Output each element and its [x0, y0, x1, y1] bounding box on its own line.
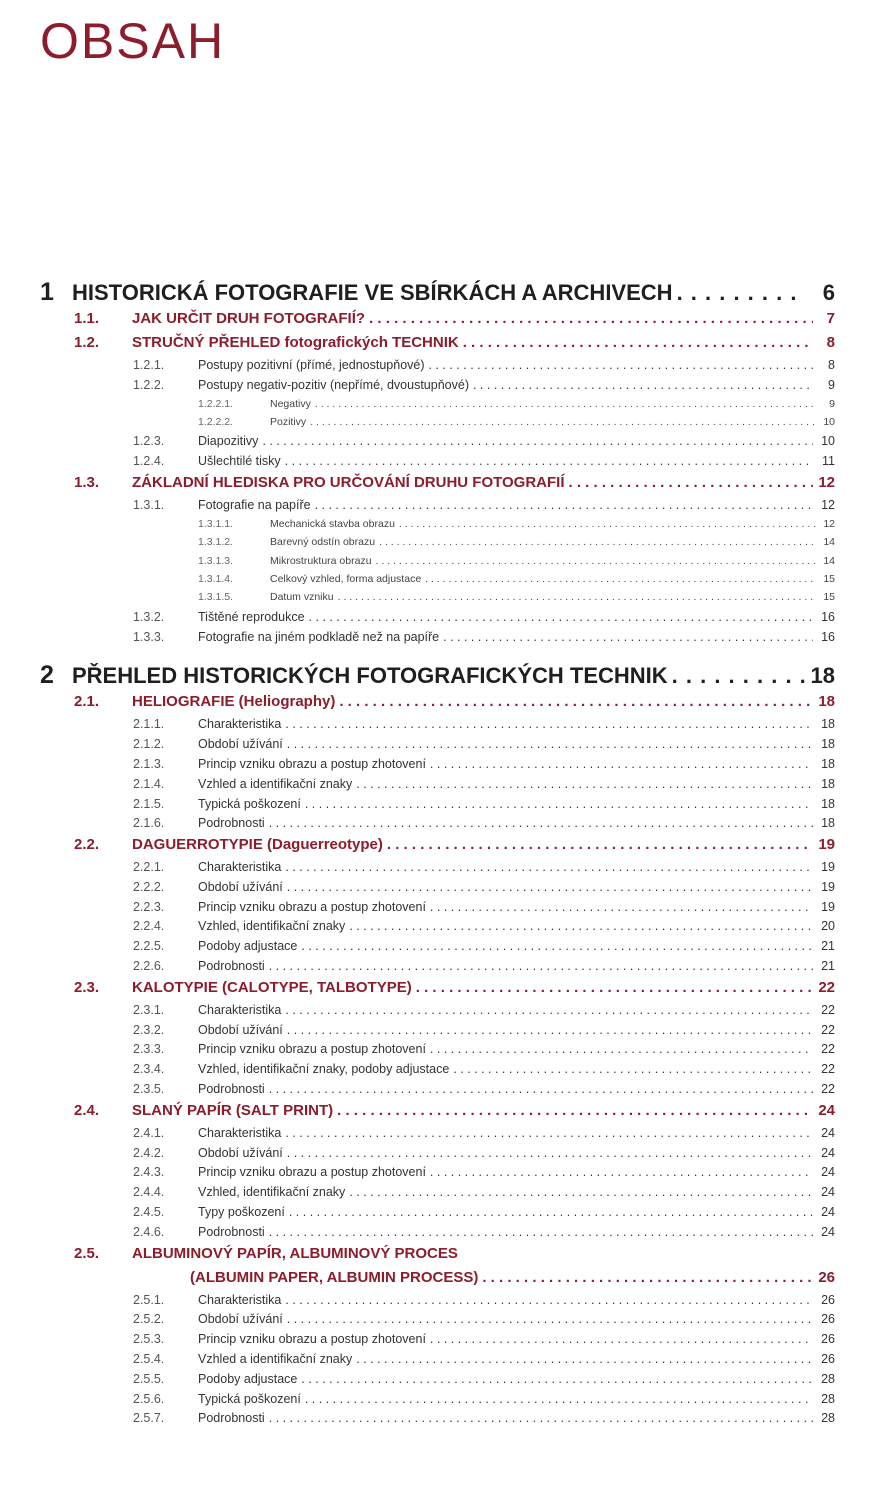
toc-entry-page: 19 [818, 836, 835, 854]
dot-leader [269, 959, 813, 973]
toc-entry-number: 2.3.5. [133, 1082, 165, 1097]
toc-entry-number: 2.3. [74, 978, 100, 996]
toc-entry-page: 28 [821, 1411, 835, 1426]
toc-entry-number: 2.1.3. [133, 756, 165, 771]
toc-entry-title: Charakteristika [198, 1002, 282, 1017]
dot-leader [430, 757, 813, 771]
toc-entry-number: 1.3.3. [133, 629, 165, 644]
toc-entry-title: Pozitivy [270, 415, 307, 428]
dot-leader [285, 1003, 813, 1017]
toc-entry-sub[interactable] [0, 1042, 869, 1062]
toc-entry-chapter[interactable] [0, 278, 869, 310]
dot-leader [287, 1146, 813, 1160]
toc-entry-number: 2.2.5. [133, 939, 165, 954]
toc-entry-sub[interactable] [0, 498, 869, 518]
toc-entry-sub[interactable] [0, 1023, 869, 1043]
toc-entry-page: 26 [821, 1312, 835, 1327]
toc-entry-number: 2.4.3. [133, 1165, 165, 1180]
toc-entry-number: 2.4.6. [133, 1224, 165, 1239]
dot-leader [285, 1293, 813, 1307]
toc-entry-title: Podrobnosti [198, 959, 265, 974]
dot-leader [301, 939, 813, 953]
toc-entry-sub[interactable] [0, 939, 869, 959]
toc-entry-page: 15 [823, 572, 835, 585]
dot-leader [285, 1126, 813, 1140]
toc-entry-page: 26 [818, 1268, 835, 1286]
dot-leader [287, 1312, 813, 1326]
toc-entry-page: 12 [823, 517, 835, 530]
toc-entry-page: 18 [821, 776, 835, 791]
toc-entry-number: 2.1.2. [133, 737, 165, 752]
toc-entry-subsub[interactable] [0, 591, 869, 609]
toc-entry-number: 1.2.2.2. [198, 415, 234, 428]
toc-entry-number: 1.3.1. [133, 497, 165, 512]
dot-leader [315, 398, 817, 410]
toc-entry-title: Princip vzniku obrazu a postup zhotovení [198, 756, 426, 771]
toc-entry-sub[interactable] [0, 737, 869, 757]
toc-entry-section[interactable] [0, 979, 869, 1003]
toc-entry-sub[interactable] [0, 717, 869, 737]
toc-entry-number: 2.4.5. [133, 1205, 165, 1220]
toc-entry-page: 10 [821, 434, 835, 449]
toc-entry-number: 1.3.1.2. [198, 536, 234, 549]
page-title: OBSAH [40, 13, 226, 69]
toc-entry-number: 2.1.4. [133, 776, 165, 791]
toc-entry-number: 2 [40, 661, 54, 690]
toc-entry-page: 28 [821, 1391, 835, 1406]
toc-entry-sub[interactable] [0, 1185, 869, 1205]
toc-entry-number: 2.5.2. [133, 1312, 165, 1327]
toc-entry-title: Diapozitivy [198, 434, 259, 449]
toc-entry-title: Vzhled a identifikační znaky [198, 1352, 353, 1367]
toc-entry-number: 2.1. [74, 693, 100, 711]
toc-entry-title: Celkový vzhled, forma adjustace [270, 572, 422, 585]
dot-leader [482, 1269, 813, 1286]
dot-leader [430, 1042, 813, 1056]
dot-leader [430, 900, 813, 914]
toc-entry-number: 1.2.4. [133, 454, 165, 469]
dot-leader [310, 416, 817, 428]
toc-entry-page: 19 [821, 860, 835, 875]
toc-entry-page: 26 [821, 1352, 835, 1367]
toc-entry-page: 21 [821, 959, 835, 974]
toc-entry-title: Vzhled, identifikační znaky [198, 1185, 346, 1200]
toc-entry-sub[interactable] [0, 1411, 869, 1431]
toc-entry-number: 2.5.4. [133, 1352, 165, 1367]
toc-entry-section[interactable] [0, 1102, 869, 1126]
toc-entry-subsub[interactable] [0, 555, 869, 573]
toc-entry-number: 2.2.1. [133, 860, 165, 875]
toc-entry-title: PŘEHLED HISTORICKÝCH FOTOGRAFICKÝCH TECHNIK [72, 663, 668, 689]
dot-leader [269, 1225, 813, 1239]
toc-entry-title: HISTORICKÁ FOTOGRAFIE VE SBÍRKÁCH A ARCHIVECH [72, 280, 673, 305]
toc-entry-number: 2.5.6. [133, 1391, 165, 1406]
dot-leader [287, 737, 813, 751]
dot-leader [399, 518, 817, 530]
dot-leader [301, 1372, 813, 1386]
toc-entry-title: Datum vzniku [270, 591, 334, 604]
dot-leader [269, 1411, 813, 1425]
toc-entry-number: 1.2.2. [133, 377, 165, 392]
dot-leader [376, 555, 817, 567]
toc-entry-page: 6 [822, 280, 835, 305]
toc-entry-page: 11 [822, 454, 835, 469]
toc-entry-page: 18 [821, 796, 835, 811]
toc-entry-title: Postupy negativ-pozitiv (nepřímé, dvoustupňové) [198, 377, 469, 392]
toc-entry-page: 22 [821, 1062, 835, 1077]
toc-entry-title: KALOTYPIE (CALOTYPE, TALBOTYPE) [132, 978, 412, 996]
toc-entry-page: 8 [826, 334, 835, 351]
toc-entry-number: 1.3. [74, 473, 100, 491]
toc-entry-title: Období užívání [198, 879, 283, 894]
toc-entry-subsub[interactable] [0, 573, 869, 591]
toc-entry-page: 12 [821, 497, 835, 512]
toc-entry-sub[interactable] [0, 378, 869, 398]
toc-entry-number: 1 [40, 278, 54, 306]
toc-entry-number: 2.4. [74, 1101, 100, 1119]
toc-entry-title: Princip vzniku obrazu a postup zhotovení [198, 1042, 426, 1057]
toc-entry-number: 1.3.1.1. [198, 517, 234, 530]
dot-leader [338, 591, 817, 603]
toc-entry-section[interactable] [0, 836, 869, 860]
toc-entry-title: HELIOGRAFIE (Heliography) [132, 693, 336, 711]
toc-entry-title: Ušlechtilé tisky [198, 454, 281, 469]
toc-entry-section[interactable] [0, 693, 869, 717]
toc-entry-page: 7 [826, 310, 835, 327]
toc-entry-page: 24 [821, 1165, 835, 1180]
toc-entry-title: Negativy [270, 397, 311, 410]
toc-entry-page: 18 [810, 663, 835, 689]
toc-entry-page: 24 [821, 1224, 835, 1239]
dot-leader [356, 1352, 813, 1366]
dot-leader [315, 498, 813, 512]
toc-entry-sub[interactable] [0, 919, 869, 939]
toc-entry-page: 21 [821, 939, 835, 954]
toc-entry-page: 16 [821, 629, 835, 644]
toc-entry-page: 22 [818, 978, 835, 996]
dot-leader [269, 816, 813, 830]
toc-entry-sub[interactable] [0, 1062, 869, 1082]
toc-entry-section[interactable] [0, 1269, 869, 1293]
dot-leader [677, 280, 805, 306]
toc-entry-number: 2.3.3. [133, 1042, 165, 1057]
toc-entry-number: 1.1. [74, 310, 100, 327]
toc-entry-title: ZÁKLADNÍ HLEDISKA PRO URČOVÁNÍ DRUHU FOTOGRAFIÍ [132, 473, 565, 491]
toc-entry-number: 2.3.2. [133, 1022, 165, 1037]
toc-entry-title: Podrobnosti [198, 1411, 265, 1426]
toc-entry-title: Charakteristika [198, 1292, 282, 1307]
toc-entry-subsub[interactable] [0, 398, 869, 416]
dot-leader [672, 663, 805, 689]
toc-entry-page: 22 [821, 1082, 835, 1097]
toc-entry-page: 24 [818, 1101, 835, 1119]
toc-entry-title: Charakteristika [198, 717, 282, 732]
dot-leader [285, 860, 813, 874]
toc-entry-sub[interactable] [0, 860, 869, 880]
toc-entry-title: ALBUMINOVÝ PAPÍR, ALBUMINOVÝ PROCES [132, 1244, 458, 1262]
toc-entry-sub[interactable] [0, 1293, 869, 1313]
toc-entry-page: 15 [823, 591, 835, 604]
toc-entry-subsub[interactable] [0, 518, 869, 536]
dot-leader [349, 1185, 813, 1199]
toc-entry-title: Podrobnosti [198, 1082, 265, 1097]
toc-entry-page: 18 [821, 756, 835, 771]
dot-leader [309, 610, 813, 624]
dot-leader [289, 1205, 813, 1219]
toc-entry-page: 19 [821, 899, 835, 914]
toc-entry-sub[interactable] [0, 1126, 869, 1146]
toc-entry-sub[interactable] [0, 358, 869, 378]
toc-entry-title: Princip vzniku obrazu a postup zhotovení [198, 1165, 426, 1180]
toc-entry-title: Vzhled a identifikační znaky [198, 776, 353, 791]
toc-entry-title: SLANÝ PAPÍR (SALT PRINT) [132, 1101, 334, 1119]
dot-leader [425, 573, 817, 585]
toc-entry-title: Mikrostruktura obrazu [270, 554, 372, 567]
toc-entry-sub[interactable] [0, 1082, 869, 1102]
dot-leader [349, 919, 813, 933]
toc-entry-sub[interactable] [0, 797, 869, 817]
toc-entry-page: 12 [818, 473, 835, 491]
toc-entry-page: 24 [821, 1205, 835, 1220]
dot-leader [430, 1332, 813, 1346]
toc-entry-title: Typická poškození [198, 796, 301, 811]
toc-entry-number: 2.5.5. [133, 1371, 165, 1386]
dot-leader [379, 536, 817, 548]
toc-entry-number: 2.4.4. [133, 1185, 165, 1200]
toc-entry-number: 2.1.1. [133, 717, 165, 732]
toc-entry-title: Princip vzniku obrazu a postup zhotovení [198, 1332, 426, 1347]
toc-entry-title: Období užívání [198, 1022, 283, 1037]
dot-leader [369, 310, 813, 327]
toc-entry-title: Fotografie na papíře [198, 497, 311, 512]
toc-entry-page: 26 [821, 1292, 835, 1307]
toc-entry-sub[interactable] [0, 816, 869, 836]
toc-entry-sub[interactable] [0, 959, 869, 979]
toc-entry-title: Typy poškození [198, 1205, 285, 1220]
toc-entry-number: 2.1.5. [133, 796, 165, 811]
toc-entry-page: 9 [829, 397, 835, 410]
toc-entry-sub[interactable] [0, 1392, 869, 1412]
toc-entry-sub[interactable] [0, 777, 869, 797]
toc-entry-page: 18 [821, 717, 835, 732]
dot-leader [443, 630, 813, 644]
toc-entry-page: 18 [821, 737, 835, 752]
toc-entry-sub[interactable] [0, 610, 869, 630]
dot-leader [569, 474, 814, 491]
toc-entry-title: Barevný odstín obrazu [270, 536, 376, 549]
dot-leader [285, 717, 813, 731]
toc-entry-page: 10 [823, 415, 835, 428]
dot-leader [416, 979, 813, 996]
toc-entry-number: 1.3.1.3. [198, 554, 234, 567]
toc-entry-number: 2.5.3. [133, 1332, 165, 1347]
toc-entry-title: (ALBUMIN PAPER, ALBUMIN PROCESS) [190, 1268, 479, 1286]
toc-entry-title: Princip vzniku obrazu a postup zhotovení [198, 899, 426, 914]
toc-entry-sub[interactable] [0, 1205, 869, 1225]
toc-entry-number: 1.2.3. [133, 434, 165, 449]
toc-entry-page: 22 [821, 1042, 835, 1057]
dot-leader [429, 358, 813, 372]
toc-entry-page: 18 [821, 816, 835, 831]
toc-entry-title: Podoby adjustace [198, 939, 298, 954]
toc-entry-number: 1.3.1.4. [198, 572, 234, 585]
dot-leader [339, 693, 813, 710]
toc-entry-sub[interactable] [0, 434, 869, 454]
toc-entry-page: 14 [823, 554, 835, 567]
dot-leader [337, 1102, 813, 1119]
dot-leader [430, 1165, 813, 1179]
toc-entry-title: Období užívání [198, 1145, 283, 1160]
dot-leader [305, 797, 813, 811]
toc-entry-number: 2.2.6. [133, 959, 165, 974]
toc-entry-sub[interactable] [0, 757, 869, 777]
toc-entry-page: 19 [821, 879, 835, 894]
toc-entry-number: 1.2.2.1. [198, 397, 234, 410]
toc-entry-sub[interactable] [0, 1003, 869, 1023]
toc-entry-number: 2.5.1. [133, 1292, 165, 1307]
dot-leader [287, 880, 813, 894]
dot-leader [262, 434, 813, 448]
toc-entry-title: Podrobnosti [198, 816, 265, 831]
toc-entry-title: JAK URČIT DRUH FOTOGRAFIÍ? [132, 310, 366, 327]
toc-entry-title: Typická poškození [198, 1391, 301, 1406]
toc-entry-sub[interactable] [0, 1352, 869, 1372]
toc-entry-number: 2.3.1. [133, 1002, 165, 1017]
toc-entry-title: Období užívání [198, 737, 283, 752]
toc-entry-number: 2.3.4. [133, 1062, 165, 1077]
toc-entry-chapter[interactable] [0, 661, 869, 693]
toc-entry-number: 1.3.1.5. [198, 591, 234, 604]
toc-entry-page: 8 [828, 358, 835, 372]
dot-leader [287, 1023, 813, 1037]
toc-entry-page: 24 [821, 1125, 835, 1140]
dot-leader [269, 1082, 813, 1096]
toc-entry-sub[interactable] [0, 630, 869, 650]
toc-entry-sub[interactable] [0, 454, 869, 474]
toc-entry-page: 26 [821, 1332, 835, 1347]
toc-entry-title: STRUČNÝ PŘEHLED fotografických TECHNIK [132, 334, 459, 351]
toc-entry-sub[interactable] [0, 1312, 869, 1332]
dot-leader [453, 1062, 813, 1076]
toc-entry-title: Mechanická stavba obrazu [270, 517, 395, 530]
toc-entry-number: 2.4.2. [133, 1145, 165, 1160]
toc-entry-page: 22 [821, 1002, 835, 1017]
toc-entry-page: 18 [818, 693, 835, 711]
toc-entry-section[interactable] [0, 310, 869, 334]
toc-entry-number: 1.3.2. [133, 609, 165, 624]
toc-entry-title: Podrobnosti [198, 1224, 265, 1239]
toc-entry-section[interactable] [0, 334, 869, 358]
toc-entry-sub[interactable] [0, 880, 869, 900]
dot-leader [387, 836, 813, 853]
toc-entry-number: 2.2. [74, 836, 100, 854]
toc-entry-subsub[interactable] [0, 536, 869, 554]
toc-entry-title: Charakteristika [198, 1125, 282, 1140]
toc-entry-number: 2.2.2. [133, 879, 165, 894]
toc-entry-title: Postupy pozitivní (přímé, jednostupňové) [198, 358, 425, 372]
toc-entry-subsub[interactable] [0, 416, 869, 434]
toc-entry-page: 9 [828, 377, 835, 392]
toc-entry-page: 28 [821, 1371, 835, 1386]
dot-leader [473, 378, 813, 392]
dot-leader [305, 1392, 813, 1406]
toc-entry-sub[interactable] [0, 1332, 869, 1352]
toc-entry-number: 1.2. [74, 334, 100, 351]
toc-entry-page: 22 [821, 1022, 835, 1037]
dot-leader [463, 334, 813, 351]
toc-entry-number: 2.1.6. [133, 816, 165, 831]
toc-entry-number: 2.2.3. [133, 899, 165, 914]
toc-entry-title: DAGUERROTYPIE (Daguerreotype) [132, 836, 383, 854]
toc-entry-number: 1.2.1. [133, 358, 165, 372]
toc-entry-section[interactable] [0, 1245, 869, 1269]
toc-entry-number: 2.5.7. [133, 1411, 165, 1426]
toc-entry-title: Období užívání [198, 1312, 283, 1327]
toc-entry-number: 2.4.1. [133, 1125, 165, 1140]
toc-entry-section[interactable] [0, 474, 869, 498]
toc-entry-title: Vzhled, identifikační znaky, podoby adjustace [198, 1062, 450, 1077]
toc-entry-sub[interactable] [0, 1146, 869, 1166]
dot-leader [285, 454, 813, 468]
toc-entry-sub[interactable] [0, 900, 869, 920]
table-of-contents [0, 278, 869, 1431]
toc-entry-title: Charakteristika [198, 860, 282, 875]
toc-entry-number: 2.5. [74, 1244, 100, 1262]
toc-entry-sub[interactable] [0, 1225, 869, 1245]
dot-leader [356, 777, 813, 791]
toc-entry-page: 20 [821, 919, 835, 934]
toc-entry-page: 24 [821, 1145, 835, 1160]
toc-entry-title: Tištěné reprodukce [198, 609, 305, 624]
toc-entry-number: 2.2.4. [133, 919, 165, 934]
toc-entry-title: Vzhled, identifikační znaky [198, 919, 346, 934]
toc-entry-sub[interactable] [0, 1165, 869, 1185]
toc-entry-title: Podoby adjustace [198, 1371, 298, 1386]
toc-entry-page: 14 [823, 536, 835, 549]
toc-entry-sub[interactable] [0, 1372, 869, 1392]
toc-entry-page: 24 [821, 1185, 835, 1200]
toc-entry-page: 16 [821, 609, 835, 624]
toc-entry-title: Fotografie na jiném podkladě než na papíře [198, 629, 440, 644]
